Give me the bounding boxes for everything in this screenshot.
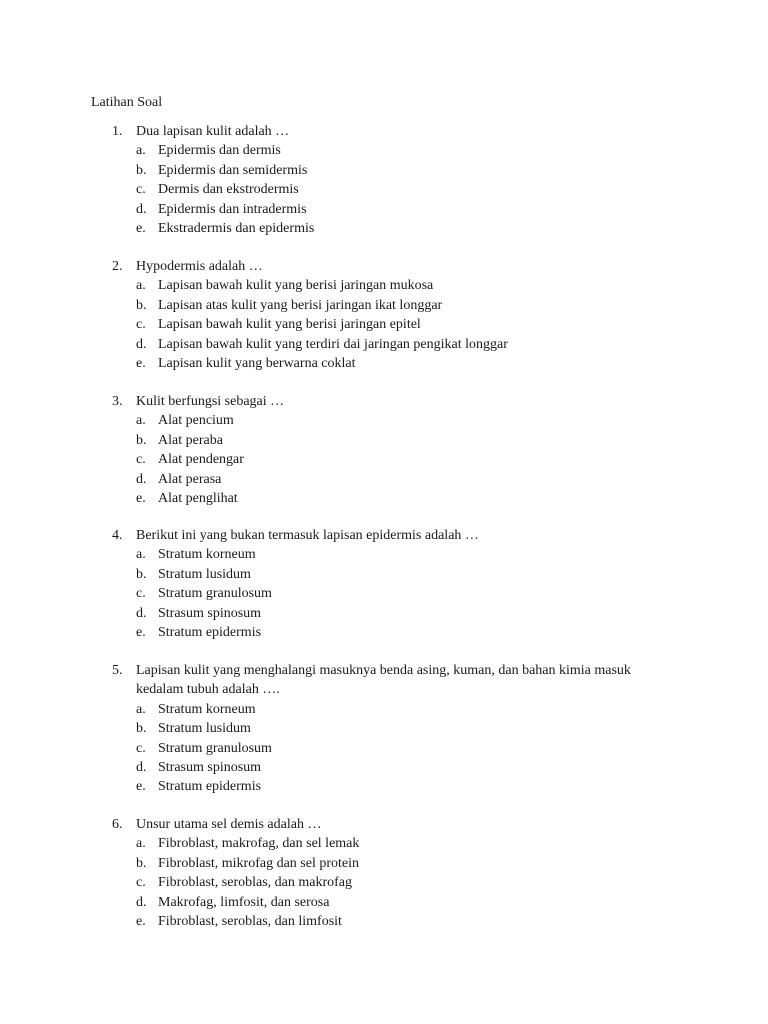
option-letter: e. [136,913,146,929]
question-2 [0,257,768,373]
option-text: Fibroblast, seroblas, dan limfosit [158,913,342,929]
answer-option [0,315,768,334]
question-number: 3. [112,394,123,409]
answer-option [0,758,768,777]
answer-option [0,141,768,160]
option-text: Fibroblast, makrofag, dan sel lemak [158,836,360,852]
option-letter: a. [136,701,146,717]
option-letter: e. [136,220,146,236]
option-text: Alat pendengar [158,452,244,468]
option-letter: c. [136,586,146,602]
option-letter: e. [136,779,146,795]
option-letter: b. [136,297,147,313]
option-text: Makrofag, limfosit, dan serosa [158,894,330,910]
option-text: Lapisan bawah kulit yang berisi jaringan epitel [158,317,421,333]
option-text: Lapisan bawah kulit yang terdiri dai jaringan pengikat longgar [158,336,508,352]
answer-option [0,296,768,315]
answer-option [0,565,768,584]
question-stem [0,661,768,680]
document-title: Latihan Soal [91,95,163,110]
option-letter: c. [136,740,146,756]
option-text: Fibroblast, seroblas, dan makrofag [158,875,353,891]
option-letter: c. [136,452,146,468]
question-stem-continuation [0,680,768,699]
answer-option [0,219,768,238]
question-number: 6. [112,817,123,832]
question-text: Unsur utama sel demis adalah … [136,817,322,832]
option-text: Alat pencium [158,413,234,429]
question-number: 5. [112,663,123,678]
option-letter: d. [136,605,147,621]
answer-option [0,276,768,295]
option-text: Epidermis dan semidermis [158,162,308,178]
answer-option [0,431,768,450]
answer-option [0,335,768,354]
option-letter: a. [136,836,146,852]
question-3 [0,392,768,508]
answer-option [0,180,768,199]
question-stem [0,815,768,834]
option-letter: a. [136,278,146,294]
option-letter: c. [136,182,146,198]
option-text: Stratum granulosum [158,586,272,602]
option-letter: d. [136,894,147,910]
answer-option [0,873,768,892]
option-text: Stratum korneum [158,547,256,563]
option-letter: b. [136,855,147,871]
option-text: Stratum granulosum [158,740,272,756]
option-letter: c. [136,875,146,891]
answer-option [0,777,768,796]
question-6 [0,815,768,931]
option-text: Stratum epidermis [158,624,262,640]
option-text: Stratum lusidum [158,721,251,737]
option-letter: b. [136,566,147,582]
question-stem [0,257,768,276]
option-text: Strasum spinosum [158,605,262,621]
option-letter: a. [136,413,146,429]
answer-option [0,719,768,738]
answer-option [0,161,768,180]
answer-option [0,604,768,623]
option-text: Lapisan atas kulit yang berisi jaringan ikat longgar [158,297,443,313]
option-letter: a. [136,143,146,159]
answer-option [0,584,768,603]
option-letter: d. [136,201,147,217]
question-text: Dua lapisan kulit adalah … [136,124,290,139]
answer-option [0,739,768,758]
question-text: Lapisan kulit yang menghalangi masuknya benda asing, kuman, dan bahan kimia masuk [136,663,631,678]
question-number: 1. [112,124,123,139]
answer-option [0,834,768,853]
question-text: Kulit berfungsi sebagai … [136,394,285,409]
answer-option [0,450,768,469]
answer-option [0,411,768,430]
question-1 [0,122,768,238]
option-text: Epidermis dan dermis [158,143,281,159]
option-text: Stratum korneum [158,701,256,717]
option-text: Lapisan kulit yang berwarna coklat [158,355,356,371]
question-4 [0,526,768,642]
option-letter: b. [136,432,147,448]
option-letter: c. [136,317,146,333]
option-text: Dermis dan ekstrodermis [158,182,299,198]
option-letter: b. [136,162,147,178]
answer-option [0,854,768,873]
answer-option [0,354,768,373]
question-5 [0,661,768,797]
question-stem [0,526,768,545]
option-letter: e. [136,355,146,371]
answer-option [0,623,768,642]
option-text: Alat penglihat [158,490,238,506]
option-letter: b. [136,721,147,737]
question-number: 4. [112,528,123,543]
question-text: kedalam tubuh adalah …. [136,682,280,698]
question-text: Berikut ini yang bukan termasuk lapisan epidermis adalah … [136,528,479,543]
option-letter: e. [136,624,146,640]
option-letter: d. [136,759,147,775]
option-text: Lapisan bawah kulit yang berisi jaringan mukosa [158,278,434,294]
question-number: 2. [112,259,123,274]
option-letter: a. [136,547,146,563]
answer-option [0,489,768,508]
option-text: Stratum epidermis [158,779,262,795]
option-text: Epidermis dan intradermis [158,201,307,217]
option-text: Ekstradermis dan epidermis [158,220,315,236]
question-text: Hypodermis adalah … [136,259,263,274]
option-text: Fibroblast, mikrofag dan sel protein [158,855,360,871]
answer-option [0,912,768,931]
answer-option [0,545,768,564]
answer-option [0,893,768,912]
answer-option [0,700,768,719]
option-text: Strasum spinosum [158,759,262,775]
option-letter: e. [136,490,146,506]
option-text: Alat peraba [158,432,223,448]
answer-option [0,470,768,489]
option-text: Stratum lusidum [158,566,251,582]
question-stem [0,122,768,141]
option-letter: d. [136,471,147,487]
option-letter: d. [136,336,147,352]
option-text: Alat perasa [158,471,222,487]
answer-option [0,200,768,219]
question-stem [0,392,768,411]
